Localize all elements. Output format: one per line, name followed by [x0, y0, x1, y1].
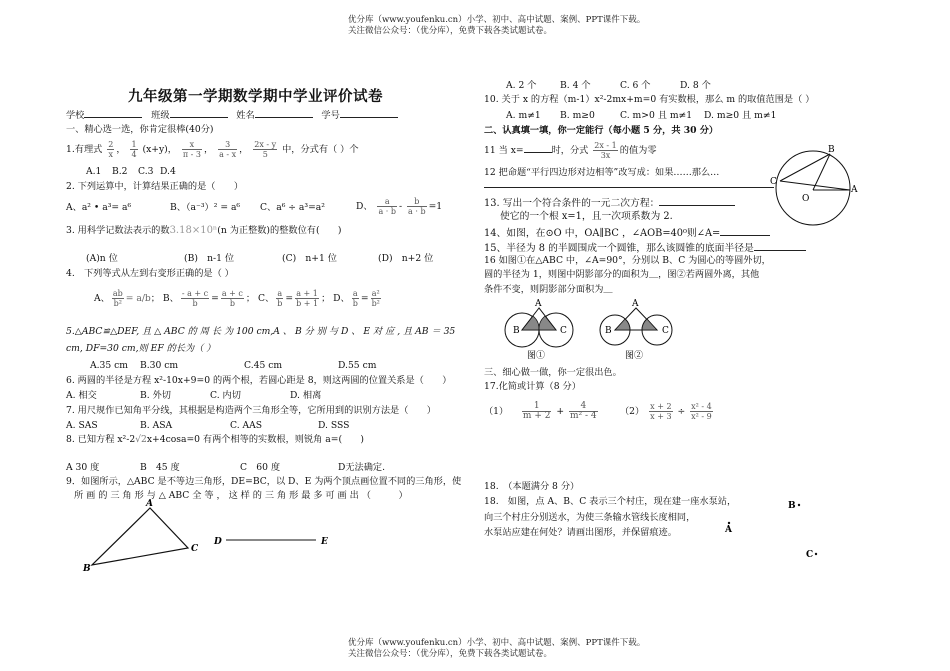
- question-4: 4. 下列等式从左到右变形正确的是（ ）: [66, 268, 234, 279]
- q7-option-c: C. AAS: [230, 420, 263, 431]
- question-18-line-1: 18. 如图，点 A、B、C 表示三个村庄，现在建一座水泵站，: [484, 496, 737, 507]
- q9-option-b: B. 4 个: [560, 80, 591, 91]
- q16-figure-1: [500, 296, 590, 366]
- fig16-caption-2: 图②: [625, 351, 644, 361]
- q2-option-d: D、 $\frac{a}{a \cdot b}$ - $\frac{b}{a \cdot b}$ =1: [356, 197, 443, 216]
- q10-option-b: B. m≥0: [560, 110, 595, 121]
- fig14-label-a: A: [851, 185, 858, 195]
- q3-option-d: (D) n+2 位: [378, 253, 434, 264]
- q9-option-c: C. 6 个: [620, 80, 651, 91]
- section-1-heading: 一、精心选一选，你肯定很棒(40分): [66, 124, 214, 135]
- q2-option-c: C、a⁶ ÷ a³=a²: [260, 202, 325, 213]
- circle-o: [776, 151, 850, 225]
- q4-options: A、 $\frac{ab}{\text{b²}}$ = a/b； B、 $\frac{- a + c}{b}$ = $\frac{a + c}{b}$ ； C、 $\frac{a}{b}$ = $\frac{a + 1}{b + 1}$ ； D、 $\frac{a}{b}$ = $\frac{\text{a²}}{\text{b²}}$: [94, 289, 380, 308]
- id-blank[interactable]: [340, 108, 398, 118]
- school-label: 学校: [66, 110, 85, 121]
- q1-option-d: D.4: [160, 166, 176, 177]
- q9-option-d: D. 8 个: [680, 80, 711, 91]
- question-16-line-2: 圆的半径为 1，则图中阴影部分的面积为＿，图②若两圆外离，其他: [484, 269, 760, 280]
- footer-line-1: 优分库（www.youfenku.cn）小学、初中、高中试题、案例、PPT课件下载。: [348, 638, 646, 648]
- class-label: 班级: [151, 110, 170, 121]
- question-3: 3. 用科学记数法表示的数3.18×10ⁿ(n 为正整数)的整数位有( ): [66, 225, 342, 236]
- q6-option-c: C. 内切: [210, 390, 241, 401]
- label-a: A: [146, 499, 153, 509]
- q10-option-a: A. m≠1: [506, 110, 541, 121]
- fig14-label-b: B: [828, 145, 835, 155]
- question-6: 6. 两圆的半径是方程 x²-10x+9=0 的两个根，若圆心距是 8，则这两圆的位置关系是（ ）: [66, 375, 452, 386]
- footer-line-2: 关注微信公众号：（优分库），免费下载各类试题试卷。: [348, 649, 553, 659]
- q1-fraction-1: $\frac{2}{x}$: [108, 140, 114, 159]
- question-5-line-1: 5.△ABC≌△DEF, 且 △ ABC 的 周 长 为 100 cm,A 、 B 分 别 与 D 、 E 对 应 , 且 AB ＝ 35: [66, 326, 456, 337]
- label-c: C: [191, 544, 199, 554]
- question-9-line-2: 所 画 的 三 角 形 与 △ ABC 全 等 ， 这 样 的 三 角 形 最 多 可 画 出 （ ）: [74, 490, 408, 501]
- question-13-line-2: 使它的一个根 x=1，且一次项系数为 2.: [500, 211, 673, 222]
- header-line-1: 优分库（www.youfenku.cn）小学、初中、高中试题、案例、PPT课件下载。: [348, 15, 646, 25]
- question-10: 10. 关于 x 的方程（m-1）x²-2mx+m=0 有实数根，那么 m 的取值范围是（ ）: [484, 94, 815, 105]
- q17-part-1: （1） $\frac{1}{m + 2}$ + $\frac{4}{\text{m² - 4}}$: [484, 401, 597, 421]
- q18-figure: [720, 490, 820, 570]
- student-info: [66, 108, 398, 122]
- village-a: A: [725, 525, 732, 535]
- q7-option-a: A. SAS: [66, 420, 98, 431]
- question-5-line-2: cm, DF=30 cm,则 EF 的长为（ ）: [66, 343, 216, 354]
- village-c: C: [806, 550, 814, 560]
- question-17: 17.化简或计算（8 分）: [484, 381, 581, 392]
- svg-text:C: C: [662, 326, 669, 336]
- q1-option-c: C.3: [138, 166, 154, 177]
- label-d: D: [214, 537, 222, 547]
- fig14-label-o: O: [802, 194, 810, 204]
- q5-option-d: D.55 cm: [338, 360, 377, 371]
- q3-option-c: (C) n+1 位: [282, 253, 337, 264]
- header-line-2: 关注微信公众号：（优分库），免费下载各类试题试卷。: [348, 26, 553, 36]
- q2-option-a: A、a² • a³= a⁶: [66, 202, 132, 213]
- q7-option-b: B. ASA: [140, 420, 173, 431]
- q14-blank[interactable]: [720, 226, 770, 236]
- fig16-caption-1: 图①: [527, 351, 546, 361]
- question-9-line-1: 9．如图所示，△ABC 是不等边三角形，DE=BC，以 D、E 为两个顶点画位置不同的三角形，使: [66, 476, 462, 487]
- q10-option-c: C. m>0 且 m≠1: [620, 110, 693, 121]
- q8-option-d: D无法确定.: [338, 462, 386, 473]
- question-18-line-2: 向三个村庄分别送水，为使三条输水管线长度相同，: [484, 512, 696, 523]
- name-label: 姓名: [236, 110, 255, 121]
- q1-fraction-4: $\frac{3}{a - x}$: [219, 140, 237, 159]
- question-16-line-3: 条件不变，则阴影部分面积为＿: [484, 284, 613, 295]
- question-18-line-3: 水泵站应建在何处？请画出图形，并保留痕迹。: [484, 527, 677, 538]
- q13-blank[interactable]: [659, 196, 735, 206]
- question-7: 7. 用尺规作已知角平分线，其根据是构造两个三角形全等，它所用到的识别方法是（ ）: [66, 405, 436, 416]
- label-b: B: [83, 564, 91, 574]
- radius-ob: [813, 154, 830, 190]
- q1-fraction-5: $\frac{2x - y}{5}$: [254, 140, 277, 159]
- q11-blank[interactable]: [524, 143, 552, 153]
- q5-option-c: C.45 cm: [244, 360, 283, 371]
- q6-option-a: A. 相交: [66, 390, 97, 401]
- q3-option-b: (B) n-1 位: [184, 253, 235, 264]
- q9-option-a: A. 2 个: [506, 80, 537, 91]
- q12-answer-line[interactable]: [484, 187, 774, 188]
- triangle-abc: [92, 508, 188, 565]
- q1-fraction-2: $\frac{1}{4}$: [131, 140, 137, 159]
- question-8: 8. 已知方程 x²-2√2x+4cosa=0 有两个相等的实数根，则锐角 a=( ): [66, 434, 365, 445]
- svg-text:B: B: [605, 326, 612, 336]
- q6-option-b: B. 外切: [140, 390, 171, 401]
- section-3-heading: 三、细心做一做，你一定很出色。: [484, 367, 622, 378]
- question-14: 14、如图，在⊙O 中，OA∥BC ，∠AOB=40⁰则∠A=: [484, 226, 770, 240]
- q8-option-b: B 45 度: [140, 462, 180, 473]
- q8-option-a: A 30 度: [66, 462, 100, 473]
- q17-part-2: （2） $\frac{x + 2}{x + 3}$ ÷ $\frac{\text{x² - 4}}{\text{x² - 9}}$: [620, 402, 712, 421]
- svg-text:A: A: [535, 299, 542, 309]
- q16-figure-2: [595, 296, 685, 366]
- village-b: B: [788, 501, 796, 511]
- question-1: 1.有理式 $\frac{2}{x}$ ， $\frac{1}{4}$ (x+y)， $\frac{x}{\pi - 3}$ ， $\frac{3}{a - x}$ ， $\frac{2x - y}{5}$ 中，分式有（ ）个: [66, 140, 359, 159]
- q1-fraction-3: $\frac{x}{\pi - 3}$: [182, 140, 201, 159]
- fig14-label-c: C: [770, 177, 777, 187]
- q1-option-b: B.2: [112, 166, 128, 177]
- q3-option-a: (A)n 位: [86, 253, 118, 264]
- chord-cb: [780, 154, 830, 181]
- q18-heading: 18. （本题满分 8 分）: [484, 481, 580, 492]
- q14-circle-figure: [770, 145, 865, 230]
- q9-figure: [80, 500, 380, 580]
- svg-text:A: A: [632, 299, 639, 309]
- svg-text:B: B: [513, 326, 520, 336]
- q1-option-a: A.1: [86, 166, 102, 177]
- q7-option-d: D. SSS: [318, 420, 350, 431]
- page-title: 九年级第一学期数学期中学业评价试卷: [128, 88, 383, 105]
- question-16-line-1: 16 如图①在△ABC 中，∠A=90°，分别以 B、C 为圆心的等圆外切，: [484, 255, 771, 266]
- q10-option-d: D. m≥0 且 m≠1: [704, 110, 777, 121]
- class-blank[interactable]: [170, 108, 228, 118]
- question-12: 12 把命题“平行四边形对边相等”改写成：如果……那么…: [484, 167, 720, 178]
- question-13-line-1: 13. 写出一个符合条件的一元二次方程：: [484, 196, 735, 210]
- svg-text:C: C: [560, 326, 567, 336]
- question-15: 15、半径为 8 的半圆围成一个圆锥，那么该圆锥的底面半径是: [484, 241, 806, 255]
- label-e: E: [321, 537, 328, 547]
- q2-option-b: B、（a⁻³）² = a⁶: [170, 202, 241, 213]
- question-11: 11 当 x= 时，分式 $\frac{2x - 1}{3x}$ 的值为零: [484, 141, 657, 160]
- q15-blank[interactable]: [754, 241, 806, 251]
- question-2: 2. 下列运算中，计算结果正确的是（ ）: [66, 181, 244, 192]
- section-2-heading: 二、认真填一填，你一定能行（每小题 5 分，共 30 分）: [484, 125, 719, 136]
- name-blank[interactable]: [255, 108, 313, 118]
- school-blank[interactable]: [84, 108, 142, 118]
- q6-option-d: D. 相离: [290, 390, 322, 401]
- q5-option-a: A.35 cm: [90, 360, 129, 371]
- q5-option-b: B.30 cm: [140, 360, 179, 371]
- q8-option-c: C 60 度: [240, 462, 281, 473]
- id-label: 学号: [321, 110, 340, 121]
